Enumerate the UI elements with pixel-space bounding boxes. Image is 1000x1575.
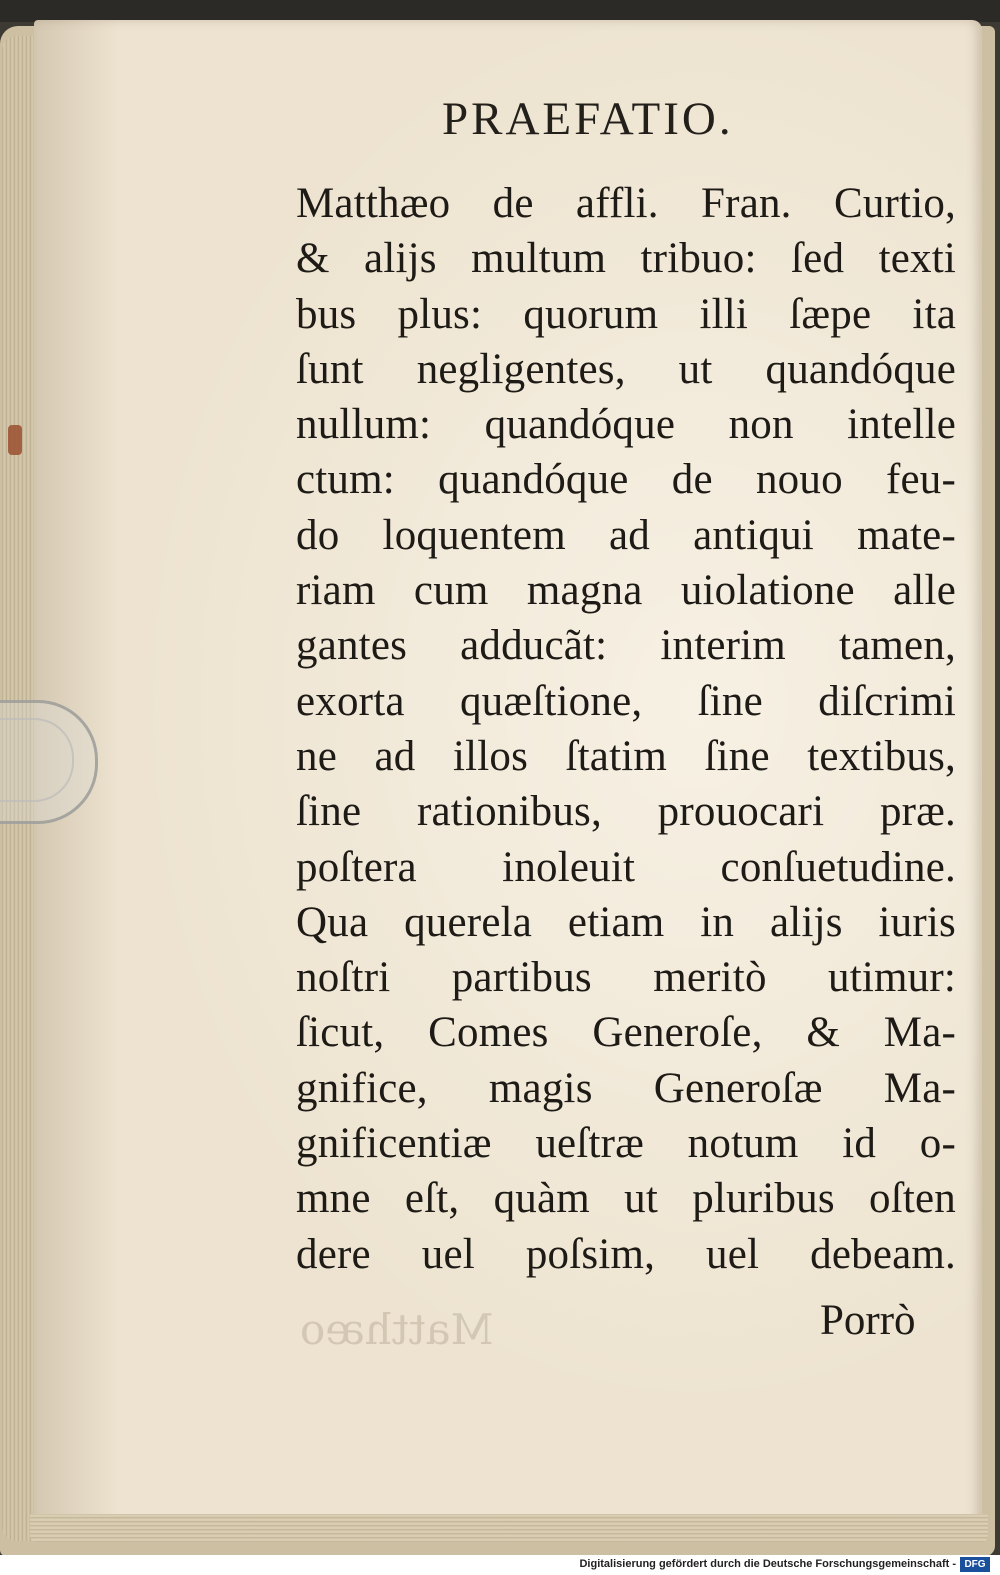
text-line: ſicut, Comes Generoſe, & Ma-	[296, 1009, 956, 1057]
text-line: bus plus: quorum illi ſæpe ita	[296, 290, 956, 338]
text-line: riam cum magna uiolatione alle	[296, 567, 956, 615]
text-line: ne ad illos ſtatim ſine textibus,	[296, 732, 956, 780]
text-line: do loquentem ad antiqui mate-	[296, 511, 956, 559]
stain-mark	[8, 425, 22, 455]
text-line: gnifice, magis Generoſæ Ma-	[296, 1064, 956, 1112]
scanner-background	[0, 0, 1000, 22]
text-line: Qua querela etiam in alijs iuris	[296, 898, 956, 946]
text-line: ſine rationibus, prouocari præ.	[296, 788, 956, 836]
text-line: & alijs multum tribuo: ſed texti	[296, 235, 956, 283]
catchword: Porrò	[820, 1297, 916, 1344]
funding-credit: Digitalisierung gefördert durch die Deutsche Forschungsgemeinschaft -	[579, 1558, 956, 1570]
page-clip-inner	[0, 718, 74, 802]
bleed-through-text: Matthæo	[300, 1305, 494, 1354]
text-line: Matthæo de affli. Fran. Curtio,	[296, 180, 956, 227]
text-line: nullum: quandóque non intelle	[296, 401, 956, 449]
text-line: noſtri partibus meritò utimur:	[296, 954, 956, 1002]
body-text	[296, 176, 956, 1282]
text-line: gantes adducãt: interim tamen,	[296, 622, 956, 670]
page-bottom-edge	[30, 1514, 988, 1542]
text-line: gnificentiæ ueſtræ notum id o-	[296, 1120, 956, 1168]
dfg-logo: DFG	[960, 1557, 990, 1572]
text-line: ſunt negligentes, ut quandóque	[296, 345, 956, 393]
text-line: ctum: quandóque de nouo feu-	[296, 456, 956, 504]
text-line: mne eſt, quàm ut pluribus oſten	[296, 1175, 956, 1223]
text-line: poſtera inoleuit conſuetudine.	[296, 843, 956, 891]
text-line: dere uel poſsim, uel debeam.	[296, 1230, 956, 1278]
text-line: exorta quæſtione, ſine diſcrimi	[296, 677, 956, 725]
running-head: PRAEFATIO.	[442, 93, 734, 145]
